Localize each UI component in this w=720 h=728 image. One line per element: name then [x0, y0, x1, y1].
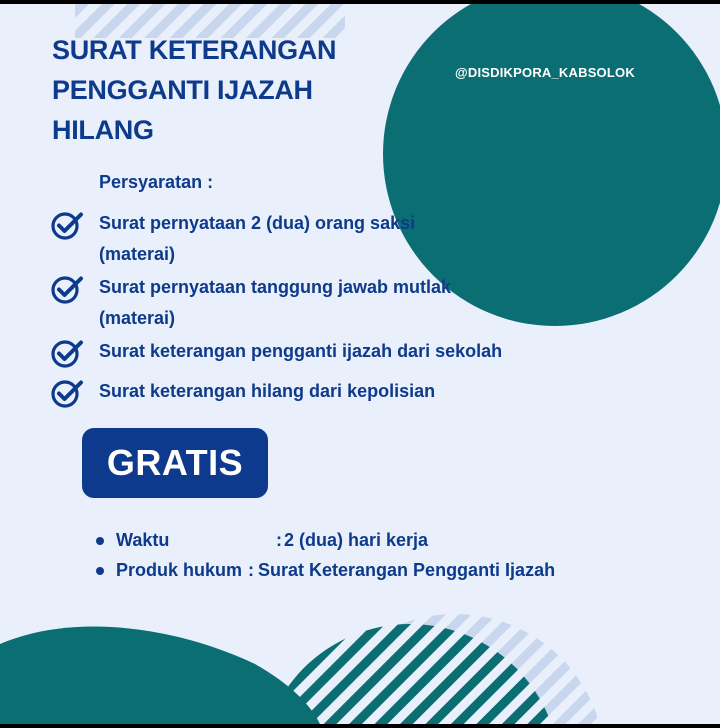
requirement-text: Surat pernyataan 2 (dua) orang saksi (materai) [99, 213, 416, 264]
requirement-text: Surat keterangan hilang dari kepolisian [99, 381, 436, 401]
bullet-dot [96, 567, 104, 575]
bullet-dot [96, 537, 104, 545]
check-circle-icon [50, 376, 84, 410]
check-circle-icon [50, 208, 84, 242]
title-line-3: HILANG [52, 115, 154, 145]
info-row-produk-hukum [96, 560, 555, 581]
social-handle: @DISDIKPORA_KABSOLOK [455, 65, 635, 80]
info-separator: : [276, 530, 282, 550]
requirement-text: Surat keterangan pengganti ijazah dari sekolah [99, 341, 503, 361]
poster [0, 4, 720, 724]
requirement-text: Surat pernyataan tanggung jawab mutlak (materai) [99, 277, 452, 328]
requirement-item [50, 208, 449, 270]
requirement-item [50, 376, 619, 410]
requirement-item [50, 336, 619, 370]
info-value: 2 (dua) hari kerja [284, 530, 429, 550]
check-circle-icon [50, 336, 84, 370]
price-badge: GRATIS [82, 428, 268, 498]
teal-wave-bottom [0, 627, 320, 724]
info-label: Waktu [116, 530, 170, 550]
info-label: Produk hukum [116, 560, 243, 580]
requirements-heading: Persyaratan : [99, 172, 214, 192]
title-line-1: SURAT KETERANGAN [52, 35, 337, 65]
info-row-waktu [96, 530, 428, 551]
requirement-item [50, 272, 484, 334]
check-circle-icon [50, 272, 84, 306]
title-line-2: PENGGANTI IJAZAH [52, 75, 313, 105]
page-title [52, 30, 336, 150]
info-value: Surat Keterangan Pengganti Ijazah [258, 560, 556, 580]
info-separator: : [248, 560, 255, 580]
